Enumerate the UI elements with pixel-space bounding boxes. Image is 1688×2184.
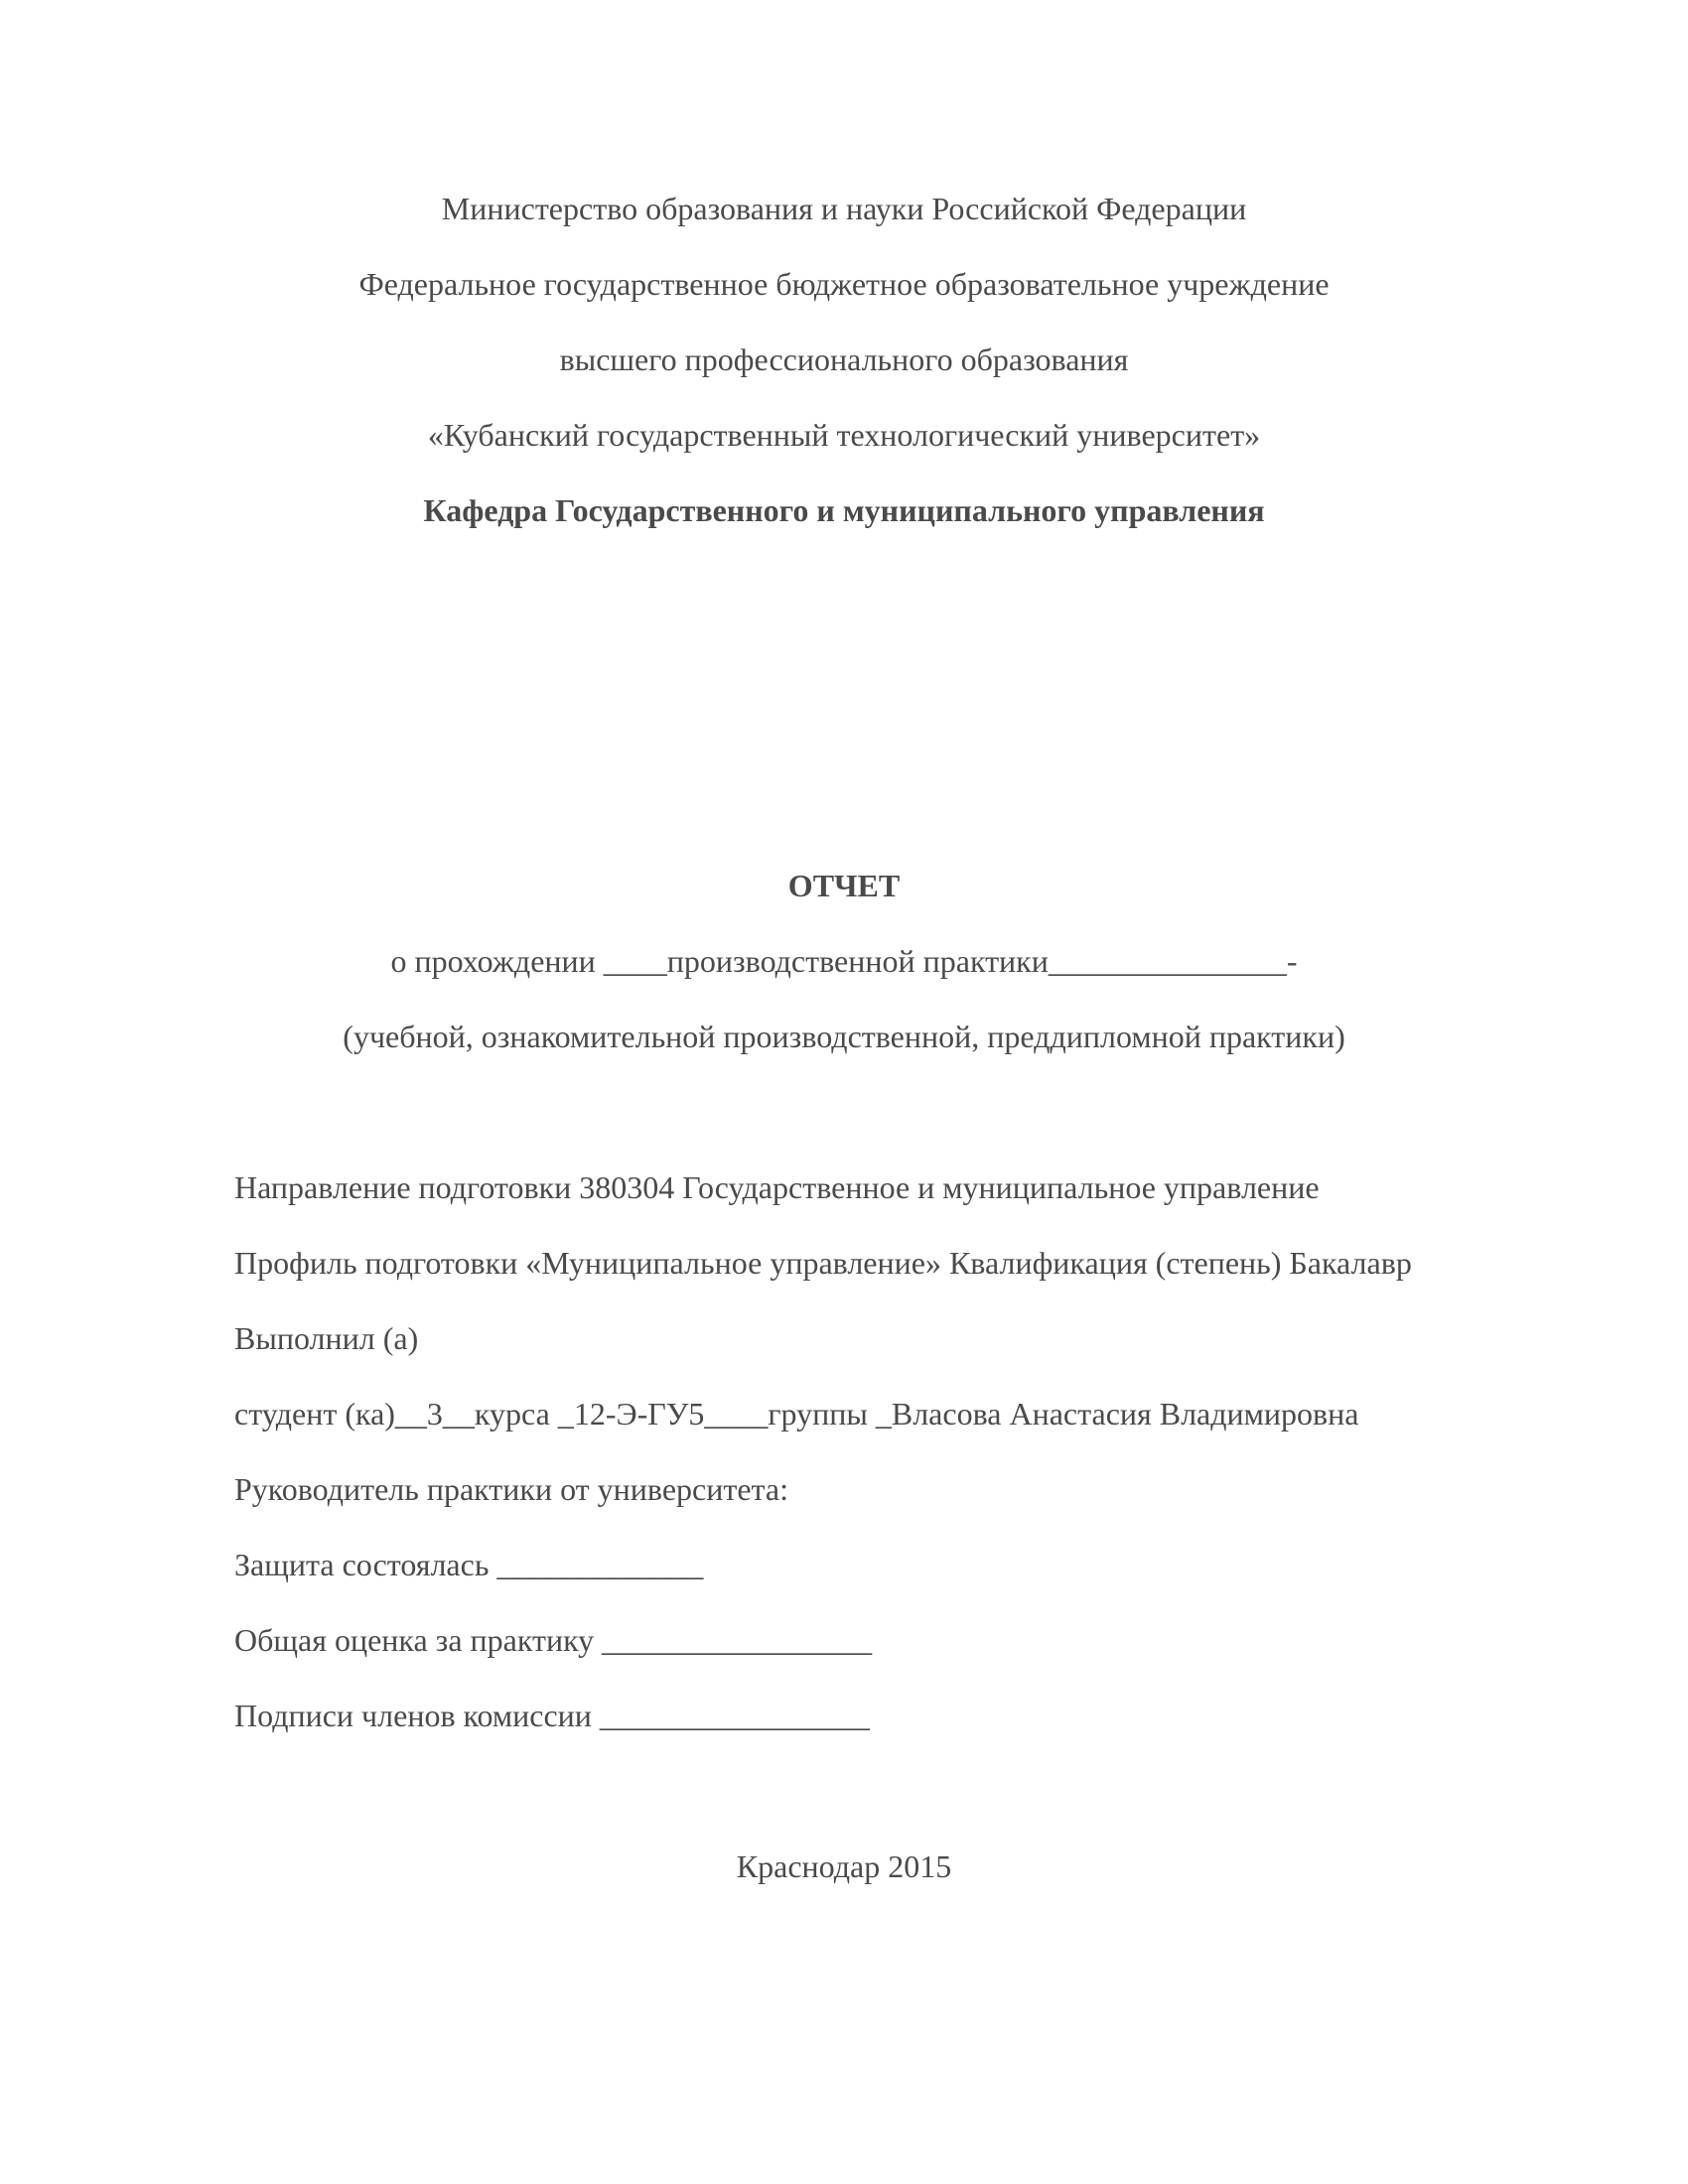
practice-types-line: (учебной, ознакомительной производственной, преддипломной практики) [343,1019,1345,1054]
report-title: ОТЧЕТ [787,868,901,903]
performed-by-line: Выполнил (а) [234,1320,419,1356]
report-subtitle: о прохождении ____производственной практики_______________- [390,943,1298,979]
signatures-line: Подписи членов комиссии _________________ [234,1698,870,1733]
profile-line: Профиль подготовки «Муниципальное управление» Квалификация (степень) Бакалавр [234,1245,1412,1281]
department-line: Кафедра Государственного и муниципального управления [423,492,1265,528]
ministry-line: Министерство образования и науки Российской Федерации [441,191,1247,226]
student-line: студент (ка)__3__курса _12-Э-ГУ5____группы _Власова Анастасия Владимировна [234,1396,1359,1432]
grade-line: Общая оценка за практику _________________ [234,1622,873,1658]
institution-type-line: Федеральное государственное бюджетное образовательное учреждение [358,266,1330,302]
supervisor-line: Руководитель практики от университета: [234,1471,788,1507]
direction-line: Направление подготовки 380304 Государственное и муниципальное управление [234,1169,1320,1205]
education-level-line: высшего профессионального образования [559,341,1129,377]
university-line: «Кубанский государственный технологический университет» [427,417,1261,453]
defense-line: Защита состоялась _____________ [234,1547,704,1582]
city-year-line: Краснодар 2015 [736,1848,952,1884]
